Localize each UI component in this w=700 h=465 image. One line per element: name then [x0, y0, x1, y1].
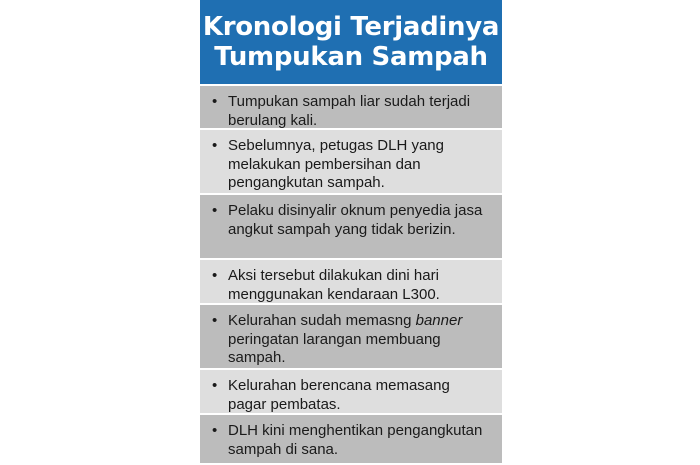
title-line-1: Kronologi Terjadinya [202, 12, 500, 42]
item-text: Tumpukan sampah liar sudah terjadi berulang kali. [228, 93, 471, 129]
bullet-icon: • [212, 422, 218, 439]
bullet-icon: • [212, 312, 218, 329]
chronology-list [200, 86, 502, 463]
list-item [200, 260, 502, 303]
bullet-icon: • [212, 93, 218, 110]
list-item [200, 86, 502, 128]
item-text: Sebelumnya, petugas DLH yang melakukan pembersihan dan pengangkutan sampah. [228, 137, 444, 191]
item-text: Aksi tersebut dilakukan dini hari menggunakan kendaraan L300. [228, 267, 440, 303]
card-header [200, 0, 502, 84]
item-text-after: peringatan larangan membuang sampah. [228, 330, 441, 366]
item-text: Pelaku disinyalir oknum penyedia jasa angkut sampah yang tidak berizin. [228, 202, 483, 238]
card-title [203, 12, 499, 72]
list-item [200, 370, 502, 413]
list-item [200, 130, 502, 193]
item-text: Kelurahan berencana memasang pagar pembatas. [228, 377, 450, 413]
item-text-italic: banner [415, 312, 463, 329]
item-text: DLH kini menghentikan pengangkutan sampah di sana. [228, 422, 483, 458]
item-text-before: Kelurahan sudah memasng [228, 312, 412, 329]
bullet-icon: • [212, 377, 218, 394]
list-item [200, 195, 502, 258]
bullet-icon: • [212, 137, 218, 154]
chronology-card [200, 0, 502, 465]
bullet-icon: • [212, 267, 218, 284]
list-item [200, 305, 502, 368]
list-item [200, 415, 502, 463]
bullet-icon: • [212, 202, 218, 219]
title-line-2: Tumpukan Sampah [214, 42, 488, 72]
